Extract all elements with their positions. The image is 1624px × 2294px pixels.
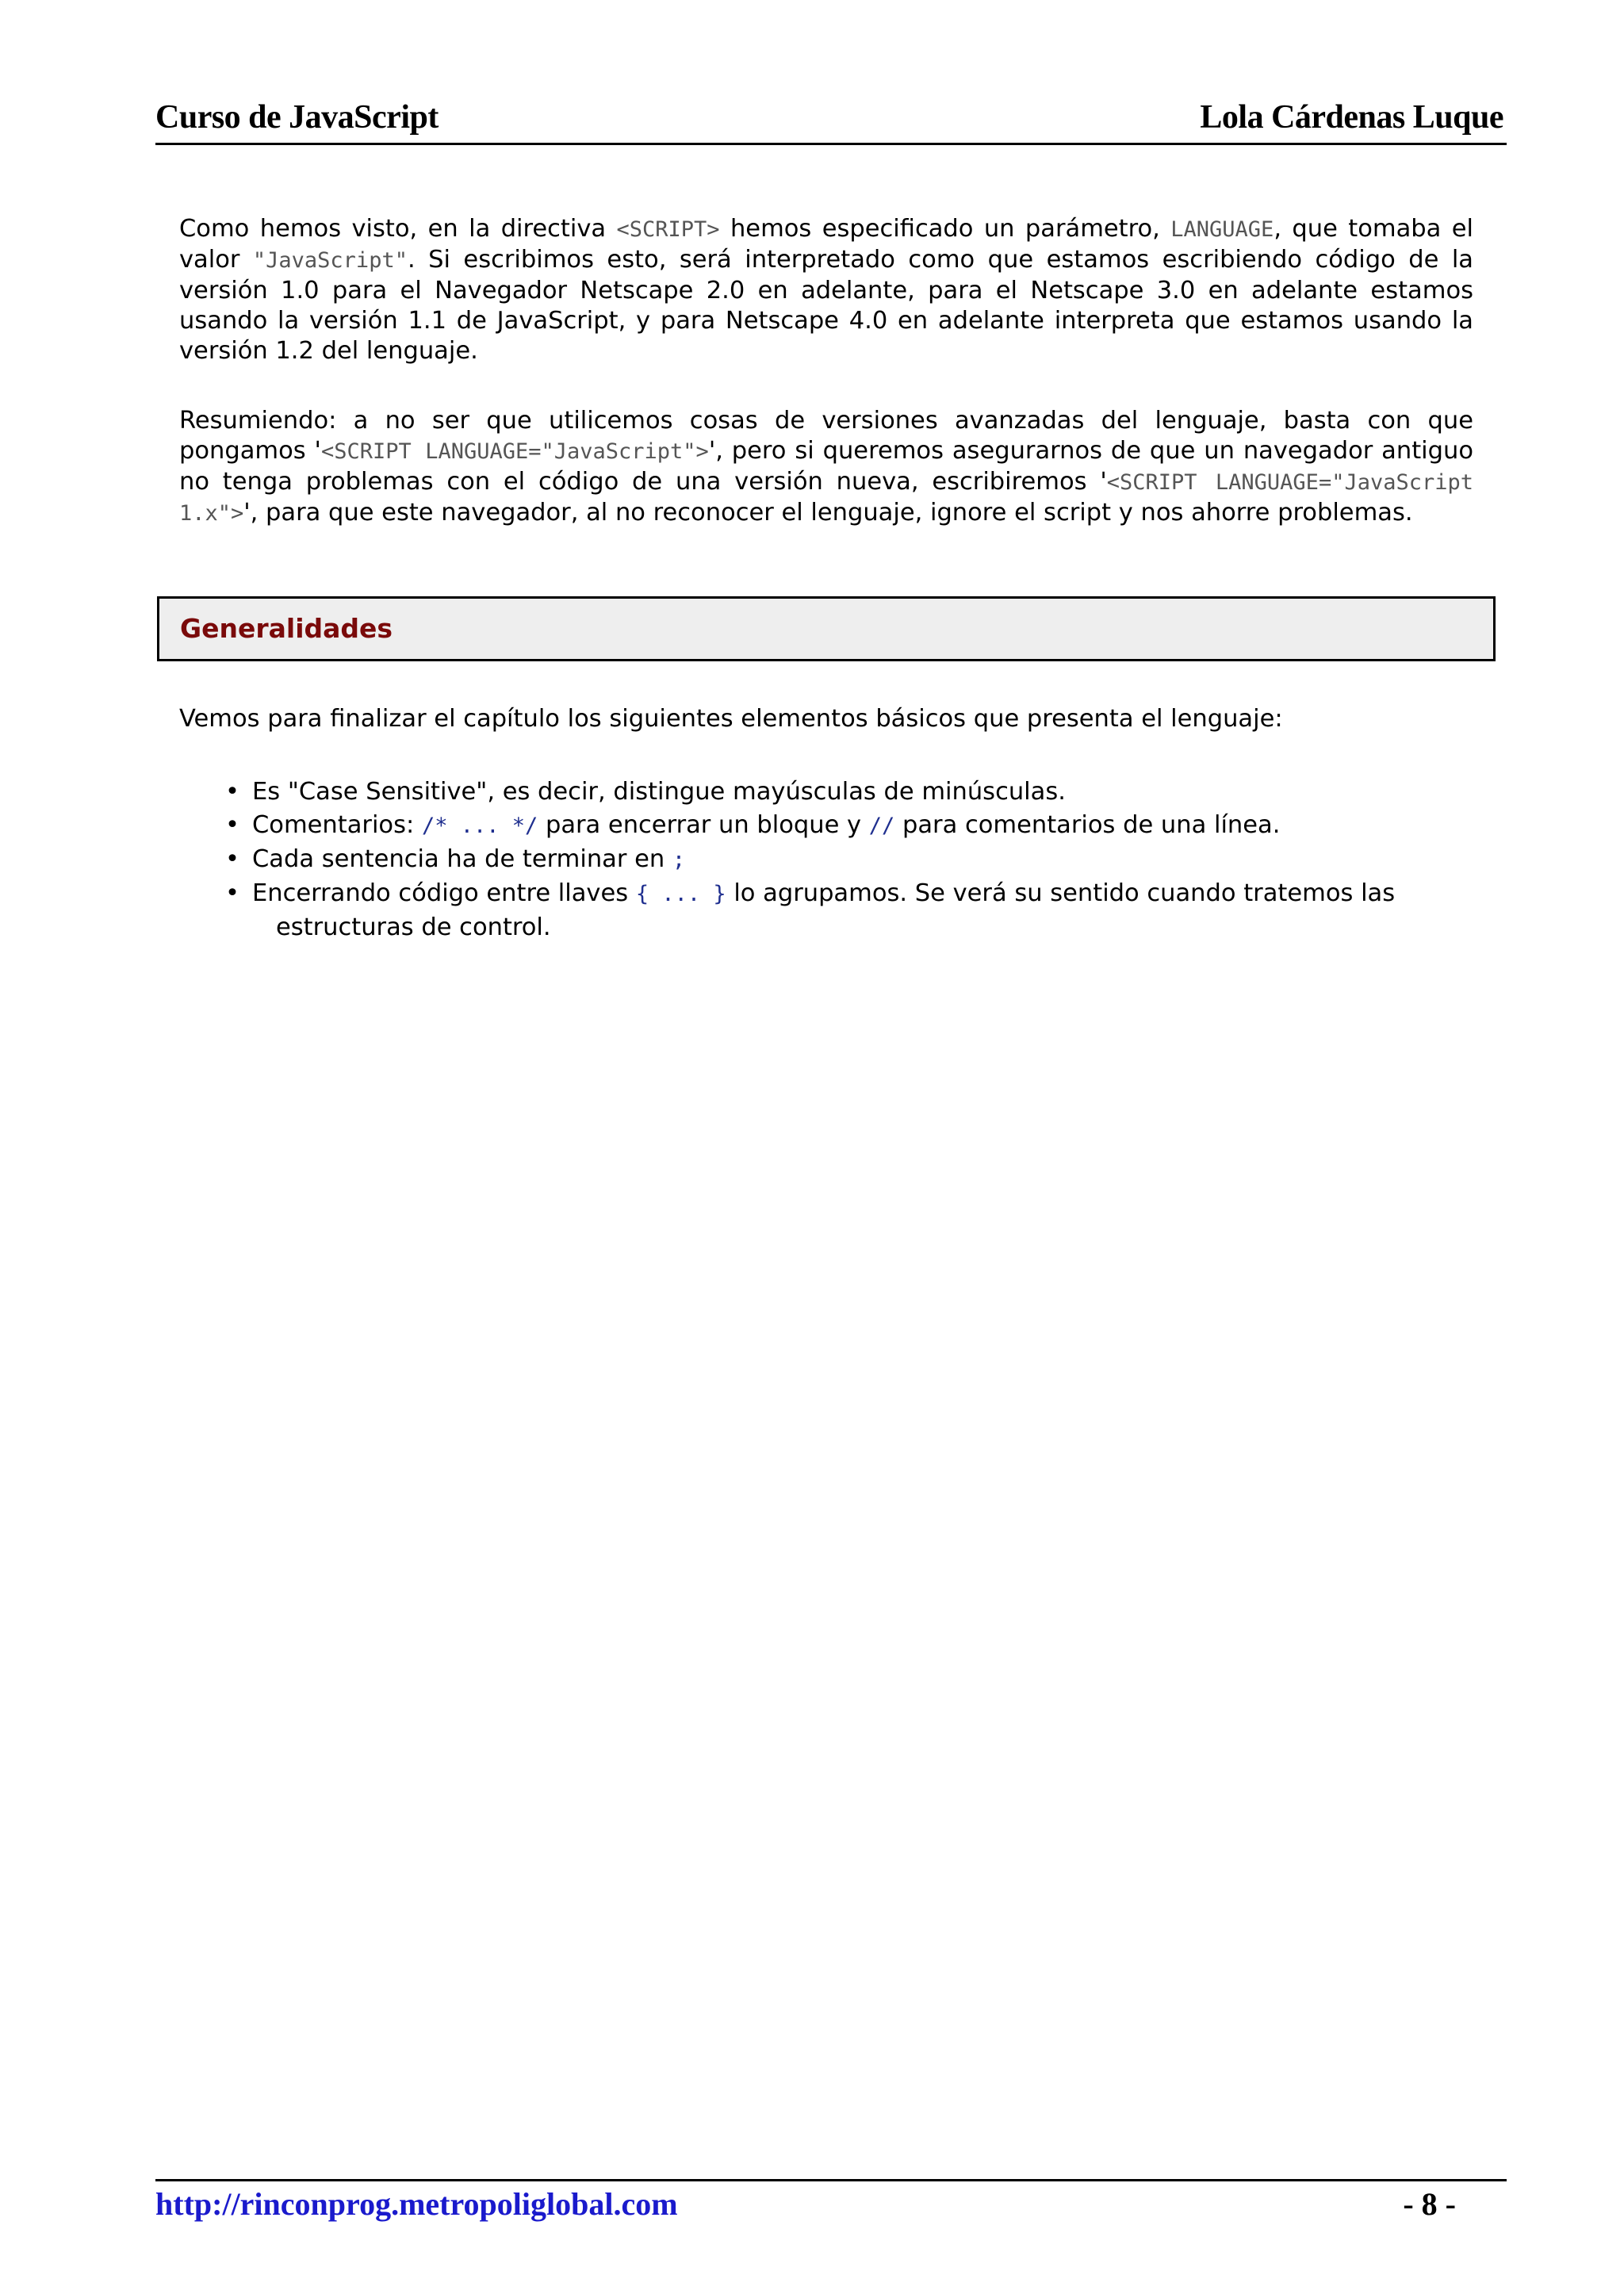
list-item-text: lo agrupamos. Se verá su sentido cuando tratemos las [726,879,1396,907]
bullet-icon: • [225,879,239,907]
paragraph-language-parameter [179,214,1473,366]
code-semicolon: ; [672,848,686,872]
footer-url-link[interactable]: http://rinconprog.metropoliglobal.com [155,2186,678,2222]
paragraph-intro-basics: Vemos para finalizar el capítulo los siguientes elementos básicos que presenta el lenguaje: [179,705,1283,733]
section-title: Generalidades [180,613,393,644]
list-item-text: para encerrar un bloque y [538,811,869,839]
text: Resumiendo: a no ser que utilicemos cosas de versiones avanzadas del lenguaje, basta con que pongamos ' [179,407,1473,465]
footer-rule [155,2179,1507,2181]
text: ', pero si queremos asegurarnos de que un navegador antiguo no tenga problemas con el código de una versión nueva, escribiremos ' [179,437,1473,496]
code-block-comment: /* ... */ [421,814,538,838]
code-javascript-value: "JavaScript" [252,248,408,273]
list-item [179,843,1473,877]
code-script-language-version: <SCRIPT LANGUAGE="JavaScript 1.x"> [179,470,1474,526]
list-item-text: Cada sentencia ha de terminar en [252,845,672,873]
text: . Si escribimos esto, será interpretado como que estamos escribiendo código de la versión 1.0 para el Navegador Netscape 2.0 en adelante, para el Netscape 3.0 en adelante estamos usando la versión 1.1 de JavaScript, y para Netscape 4.0 en adelante interpreta que estamos usando la versión 1.2 del lenguaje. [179,246,1473,365]
document-author: Lola Cárdenas Luque [1200,99,1503,136]
code-language-attr: LANGUAGE [1170,217,1274,242]
basics-list [179,776,1473,944]
bullet-icon: • [225,811,239,839]
list-item-text-continuation: estructuras de control. [276,913,551,941]
code-script-language: <SCRIPT LANGUAGE="JavaScript"> [320,439,709,464]
list-item [179,776,1473,809]
document-title: Curso de JavaScript [155,99,439,136]
list-item [179,877,1473,944]
list-item [179,809,1473,843]
text: ', para que este navegador, al no reconocer el lenguaje, ignore el script y nos ahorre problemas. [243,499,1413,527]
page-footer [155,2185,1456,2223]
paragraph-summary [179,406,1473,529]
code-line-comment: // [868,814,895,838]
page-number: - 8 - [1403,2186,1456,2222]
bullet-icon: • [225,778,239,806]
list-item-text: Comentarios: [252,811,422,839]
code-script-tag: <SCRIPT> [616,217,720,242]
header-rule [155,143,1507,145]
bullet-icon: • [225,845,239,873]
section-heading-box [157,596,1496,661]
text: , que tomaba el valor [179,215,1473,274]
page-header [155,98,1503,136]
list-item-text: Es "Case Sensitive", es decir, distingue mayúsculas de minúsculas. [252,778,1066,806]
list-item-text: Encerrando código entre llaves [252,879,636,907]
text: hemos especificado un parámetro, [719,215,1171,243]
text: Como hemos visto, en la directiva [179,215,617,243]
list-item-text: para comentarios de una línea. [894,811,1281,839]
code-braces: { ... } [635,882,726,906]
